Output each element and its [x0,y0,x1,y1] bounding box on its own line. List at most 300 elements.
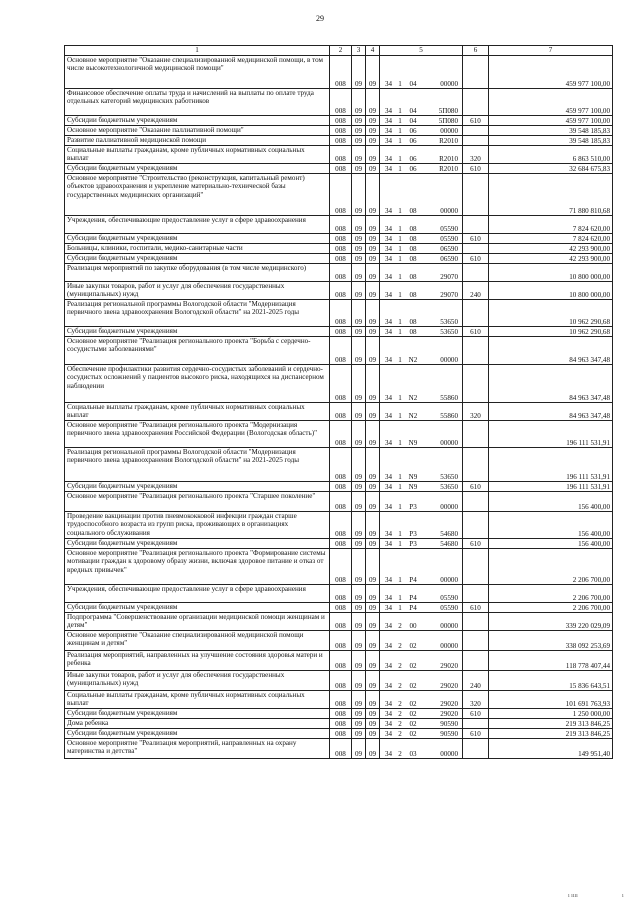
target-article-part: 2 [398,661,402,670]
target-article-part: 2 [398,709,402,718]
row-section-code: 09 [352,729,366,739]
row-ministry-code: 008 [330,631,352,651]
row-target-article [380,264,463,282]
row-ministry-code: 008 [330,56,352,89]
row-ministry-code: 008 [330,365,352,403]
target-article-part: 00000 [440,575,458,584]
target-article-part: 29070 [440,272,458,281]
table-row [65,448,613,482]
row-ministry-code: 008 [330,264,352,282]
target-article-part: 2 [398,749,402,758]
row-name: Реализация мероприятий по закупке оборудования (в том числе медицинского) [65,264,330,282]
target-article-part: 1 [398,355,402,364]
row-expense-type: 240 [463,282,489,300]
target-article-part: 5П080 [438,106,458,115]
target-article-part: 54680 [440,539,458,548]
table-row [65,337,613,365]
target-article-part: 34 [384,575,393,584]
table-row [65,709,613,719]
row-expense-type: 610 [463,116,489,126]
target-article-part: 00000 [440,749,458,758]
target-article-part: 34 [384,681,393,690]
target-article-part: 1 [398,79,402,88]
row-expense-type [463,89,489,116]
target-article-part: 29020 [440,681,458,690]
row-subsection-code: 09 [366,512,380,539]
row-amount: 42 293 900,00 [489,244,613,254]
target-article-part: 53650 [440,317,458,326]
row-ministry-code: 008 [330,146,352,164]
row-expense-type: 610 [463,254,489,264]
row-expense-type [463,264,489,282]
row-ministry-code: 008 [330,244,352,254]
row-name: Основное мероприятие "Строительство (реконструкция, капитальный ремонт) объектов здравоохранения и укрепление материально-технической базы государственных медицинских организаций" [65,174,330,216]
row-section-code: 09 [352,244,366,254]
row-expense-type: 610 [463,164,489,174]
target-article-part: 05590 [440,603,458,612]
target-article-part: 1 [398,244,402,253]
row-name: Иные закупки товаров, работ и услуг для обеспечения государственных (муниципальных) нужд [65,282,330,300]
row-section-code: 09 [352,146,366,164]
row-target-article [380,539,463,549]
row-expense-type: 610 [463,539,489,549]
table-row [65,146,613,164]
row-target-article [380,549,463,585]
row-target-article [380,365,463,403]
row-ministry-code: 008 [330,613,352,631]
row-target-article [380,448,463,482]
target-article-part: 2 [398,621,402,630]
row-section-code: 09 [352,216,366,234]
target-article-part: 34 [384,539,393,548]
target-article-part: 1 [398,254,402,263]
target-article-part: 34 [384,234,393,243]
row-amount: 84 963 347,48 [489,365,613,403]
target-article-part: R2010 [439,136,458,145]
row-section-code: 09 [352,126,366,136]
target-article-part: 34 [384,603,393,612]
row-ministry-code: 008 [330,136,352,146]
target-article-part: 08 [409,234,417,243]
row-amount: 219 313 846,25 [489,729,613,739]
row-name: Основное мероприятие "Оказание специализированной медицинской помощи женщинам и детям" [65,631,330,651]
row-subsection-code: 09 [366,337,380,365]
row-expense-type [463,549,489,585]
header-col-7: 7 [489,46,613,56]
row-amount: 10 800 000,00 [489,264,613,282]
row-section-code: 09 [352,482,366,492]
row-name: Основное мероприятие "Реализация регионального проекта "Модернизация первичного звена здравоохранения Российской Федерации (Вологодская область)" [65,421,330,448]
target-article-part: 03 [409,749,417,758]
table-row [65,136,613,146]
row-target-article [380,136,463,146]
row-section-code: 09 [352,631,366,651]
table-row [65,126,613,136]
row-expense-type: 610 [463,603,489,613]
row-subsection-code: 09 [366,691,380,709]
table-row [65,365,613,403]
row-name: Больницы, клиники, госпитали, медико-санитарные части [65,244,330,254]
row-section-code: 09 [352,448,366,482]
row-amount: 6 863 510,00 [489,146,613,164]
page-number: 29 [316,14,324,23]
row-section-code: 09 [352,539,366,549]
target-article-part: 29020 [440,709,458,718]
target-article-part: 1 [398,327,402,336]
target-article-part: 34 [384,482,393,491]
row-ministry-code: 008 [330,603,352,613]
target-article-part: 34 [384,661,393,670]
target-article-part: 34 [384,136,393,145]
table-row [65,719,613,729]
row-name: Основное мероприятие "Оказание специализированной медицинской помощи, в том числе высокотехнологичной медицинской помощи" [65,56,330,89]
target-article-part: 34 [384,593,393,602]
target-article-part: 34 [384,699,393,708]
row-section-code: 09 [352,492,366,512]
target-article-part: 2 [398,641,402,650]
row-amount: 149 951,40 [489,739,613,759]
row-ministry-code: 008 [330,482,352,492]
target-article-part: P4 [409,593,417,602]
row-target-article [380,116,463,126]
target-article-part: R2010 [439,164,458,173]
row-target-article [380,651,463,671]
row-target-article [380,613,463,631]
row-ministry-code: 008 [330,164,352,174]
target-article-part: 06590 [440,244,458,253]
row-amount: 39 548 185,83 [489,136,613,146]
row-ministry-code: 008 [330,327,352,337]
row-expense-type: 240 [463,671,489,691]
row-subsection-code: 09 [366,254,380,264]
target-article-part: 34 [384,317,393,326]
row-ministry-code: 008 [330,729,352,739]
row-section-code: 09 [352,671,366,691]
row-amount: 338 092 253,69 [489,631,613,651]
target-article-part: N9 [408,472,418,481]
target-article-part: 34 [384,411,393,420]
target-article-part: 1 [398,106,402,115]
target-article-part: 34 [384,529,393,538]
table-row [65,421,613,448]
row-name: Субсидии бюджетным учреждениям [65,327,330,337]
row-name: Субсидии бюджетным учреждениям [65,254,330,264]
target-article-part: 34 [384,79,393,88]
target-article-part: 00000 [440,641,458,650]
target-article-part: 34 [384,502,393,511]
target-article-part: 00000 [440,206,458,215]
row-amount: 459 977 100,00 [489,56,613,89]
row-amount: 118 778 407,44 [489,651,613,671]
target-article-part: 34 [384,206,393,215]
target-article-part: 02 [409,699,417,708]
row-target-article [380,174,463,216]
row-amount: 459 977 100,00 [489,116,613,126]
target-article-part: 34 [384,719,393,728]
target-article-part: 34 [384,116,393,125]
target-article-part: N2 [408,411,418,420]
target-article-part: 2 [398,719,402,728]
target-article-part: 08 [409,254,417,263]
row-ministry-code: 008 [330,691,352,709]
target-article-part: 54680 [440,529,458,538]
target-article-part: 90590 [440,729,458,738]
header-col-5: 5 [380,46,463,56]
target-article-part: 1 [398,206,402,215]
table-row [65,327,613,337]
target-article-part: 1 [398,290,402,299]
row-amount: 15 836 643,51 [489,671,613,691]
row-amount: 339 220 029,09 [489,613,613,631]
row-name: Субсидии бюджетным учреждениям [65,116,330,126]
target-article-part: 05590 [440,234,458,243]
target-article-part: 06590 [440,254,458,263]
target-article-part: 06 [409,126,417,135]
row-target-article [380,492,463,512]
row-expense-type: 320 [463,691,489,709]
table-row [65,254,613,264]
target-article-part: P3 [409,502,417,511]
row-section-code: 09 [352,164,366,174]
target-article-part: 34 [384,244,393,253]
row-target-article [380,719,463,729]
row-subsection-code: 09 [366,244,380,254]
row-amount: 156 400,00 [489,492,613,512]
header-col-2: 2 [330,46,352,56]
row-name: Субсидии бюджетным учреждениям [65,164,330,174]
target-article-part: 1 [398,438,402,447]
row-section-code: 09 [352,282,366,300]
row-subsection-code: 09 [366,709,380,719]
table-row [65,89,613,116]
row-target-article [380,89,463,116]
target-article-part: P3 [409,539,417,548]
row-target-article [380,482,463,492]
row-expense-type [463,136,489,146]
row-amount: 7 824 620,00 [489,234,613,244]
row-ministry-code: 008 [330,492,352,512]
table-row [65,482,613,492]
row-subsection-code: 09 [366,539,380,549]
header-col-4: 4 [366,46,380,56]
row-target-article [380,234,463,244]
row-target-article [380,337,463,365]
row-expense-type [463,651,489,671]
row-amount: 10 962 290,68 [489,327,613,337]
target-article-part: 04 [409,106,417,115]
row-amount: 2 206 700,00 [489,549,613,585]
target-article-part: 1 [398,116,402,125]
row-expense-type [463,421,489,448]
target-article-part: 55860 [440,393,458,402]
target-article-part: P4 [409,603,417,612]
row-name: Обеспечение профилактики развития сердечно-сосудистых заболеваний и сердечно-сосудистых осложнений у пациентов высокого риска, находящихся на диспансерном наблюдении [65,365,330,403]
row-expense-type [463,126,489,136]
target-article-part: N2 [408,355,418,364]
row-section-code: 09 [352,512,366,539]
row-subsection-code: 09 [366,651,380,671]
row-name: Основное мероприятие "Реализация регионального проекта "Борьба с сердечно-сосудистыми заболеваниями" [65,337,330,365]
row-target-article [380,403,463,421]
row-section-code: 09 [352,403,366,421]
target-article-part: 2 [398,729,402,738]
row-amount: 7 824 620,00 [489,216,613,234]
row-subsection-code: 09 [366,631,380,651]
target-article-part: 08 [409,224,417,233]
target-article-part: 34 [384,106,393,115]
row-section-code: 09 [352,549,366,585]
header-row [65,46,613,56]
row-name: Основное мероприятие "Оказание паллиативной помощи" [65,126,330,136]
table-row [65,631,613,651]
table-body [65,56,613,759]
target-article-part: P3 [409,529,417,538]
row-name: Социальные выплаты гражданам, кроме публичных нормативных социальных выплат [65,691,330,709]
target-article-part: 34 [384,641,393,650]
row-ministry-code: 008 [330,234,352,244]
row-ministry-code: 008 [330,89,352,116]
row-ministry-code: 008 [330,174,352,216]
table-row [65,603,613,613]
table-row [65,671,613,691]
target-article-part: 1 [398,272,402,281]
row-subsection-code: 09 [366,116,380,126]
target-article-part: 34 [384,438,393,447]
row-ministry-code: 008 [330,337,352,365]
target-article-part: 00 [409,621,417,630]
target-article-part: 02 [409,641,417,650]
row-subsection-code: 09 [366,174,380,216]
row-name: Субсидии бюджетным учреждениям [65,234,330,244]
row-ministry-code: 008 [330,403,352,421]
row-name: Субсидии бюджетным учреждениям [65,482,330,492]
target-article-part: 34 [384,290,393,299]
row-name: Социальные выплаты гражданам, кроме публичных нормативных социальных выплат [65,403,330,421]
row-expense-type [463,216,489,234]
row-expense-type: 320 [463,403,489,421]
target-article-part: 00000 [440,79,458,88]
target-article-part: 29020 [440,699,458,708]
row-name: Реализация региональной программы Вологодской области "Модернизация первичного звена здравоохранения Вологодской области" на 2021-2025 годы [65,448,330,482]
row-name: Основное мероприятие "Реализация регионального проекта "Старшее поколение" [65,492,330,512]
row-section-code: 09 [352,234,366,244]
row-target-article [380,631,463,651]
row-name: Подпрограмма "Совершенствование организации медицинской помощи женщинам и детям" [65,613,330,631]
table-row [65,216,613,234]
row-target-article [380,300,463,327]
target-article-part: 34 [384,393,393,402]
row-subsection-code: 09 [366,300,380,327]
row-expense-type [463,448,489,482]
row-target-article [380,216,463,234]
row-section-code: 09 [352,327,366,337]
target-article-part: 00000 [440,126,458,135]
table-row [65,116,613,126]
row-amount: 1 250 000,00 [489,709,613,719]
row-target-article [380,126,463,136]
row-section-code: 09 [352,421,366,448]
row-target-article [380,603,463,613]
row-ministry-code: 008 [330,116,352,126]
footer-mark-left: ı ıııı [568,893,578,899]
row-name: Реализация мероприятий, направленных на улучшение состояния здоровья матери и ребенка [65,651,330,671]
target-article-part: 1 [398,224,402,233]
row-expense-type [463,174,489,216]
row-ministry-code: 008 [330,739,352,759]
target-article-part: 02 [409,709,417,718]
row-subsection-code: 09 [366,403,380,421]
row-name: Субсидии бюджетным учреждениям [65,709,330,719]
target-article-part: 34 [384,254,393,263]
row-name: Субсидии бюджетным учреждениям [65,539,330,549]
target-article-part: 1 [398,529,402,538]
row-expense-type [463,244,489,254]
row-name: Основное мероприятие "Реализация регионального проекта "Формирование системы мотивации граждан к здоровому образу жизни, включая здоровое питание и отказ от вредных привычек" [65,549,330,585]
row-expense-type [463,56,489,89]
row-name: Дома ребенка [65,719,330,729]
row-amount: 196 111 531,91 [489,482,613,492]
row-expense-type: 610 [463,709,489,719]
row-ministry-code: 008 [330,421,352,448]
row-section-code: 09 [352,89,366,116]
row-expense-type [463,585,489,603]
row-section-code: 09 [352,264,366,282]
row-ministry-code: 008 [330,216,352,234]
row-subsection-code: 09 [366,216,380,234]
row-section-code: 09 [352,116,366,126]
target-article-part: 02 [409,661,417,670]
row-amount: 84 963 347,48 [489,337,613,365]
target-article-part: 34 [384,164,393,173]
table-row [65,539,613,549]
row-expense-type [463,365,489,403]
row-subsection-code: 09 [366,56,380,89]
row-amount: 156 400,00 [489,512,613,539]
target-article-part: 08 [409,244,417,253]
row-amount: 32 684 675,83 [489,164,613,174]
target-article-part: 05590 [440,224,458,233]
target-article-part: 34 [384,126,393,135]
row-ministry-code: 008 [330,254,352,264]
row-name: Субсидии бюджетным учреждениям [65,729,330,739]
row-expense-type [463,512,489,539]
row-section-code: 09 [352,613,366,631]
row-amount: 84 963 347,48 [489,403,613,421]
target-article-part: 04 [409,79,417,88]
target-article-part: 1 [398,575,402,584]
row-target-article [380,146,463,164]
row-subsection-code: 09 [366,136,380,146]
row-name: Финансовое обеспечение оплаты труда и начислений на выплаты по оплате труда отдельных категорий медицинских работников [65,89,330,116]
row-subsection-code: 09 [366,89,380,116]
target-article-part: 02 [409,729,417,738]
target-article-part: 1 [398,164,402,173]
row-section-code: 09 [352,337,366,365]
target-article-part: 05590 [440,593,458,602]
target-article-part: 1 [398,136,402,145]
row-target-article [380,691,463,709]
row-section-code: 09 [352,651,366,671]
row-name: Реализация региональной программы Вологодской области "Модернизация первичного звена здравоохранения Вологодской области" на 2021-2025 годы [65,300,330,327]
target-article-part: 02 [409,681,417,690]
row-subsection-code: 09 [366,164,380,174]
row-amount: 156 400,00 [489,539,613,549]
row-ministry-code: 008 [330,671,352,691]
row-target-article [380,164,463,174]
target-article-part: 34 [384,709,393,718]
row-ministry-code: 008 [330,651,352,671]
row-subsection-code: 09 [366,729,380,739]
